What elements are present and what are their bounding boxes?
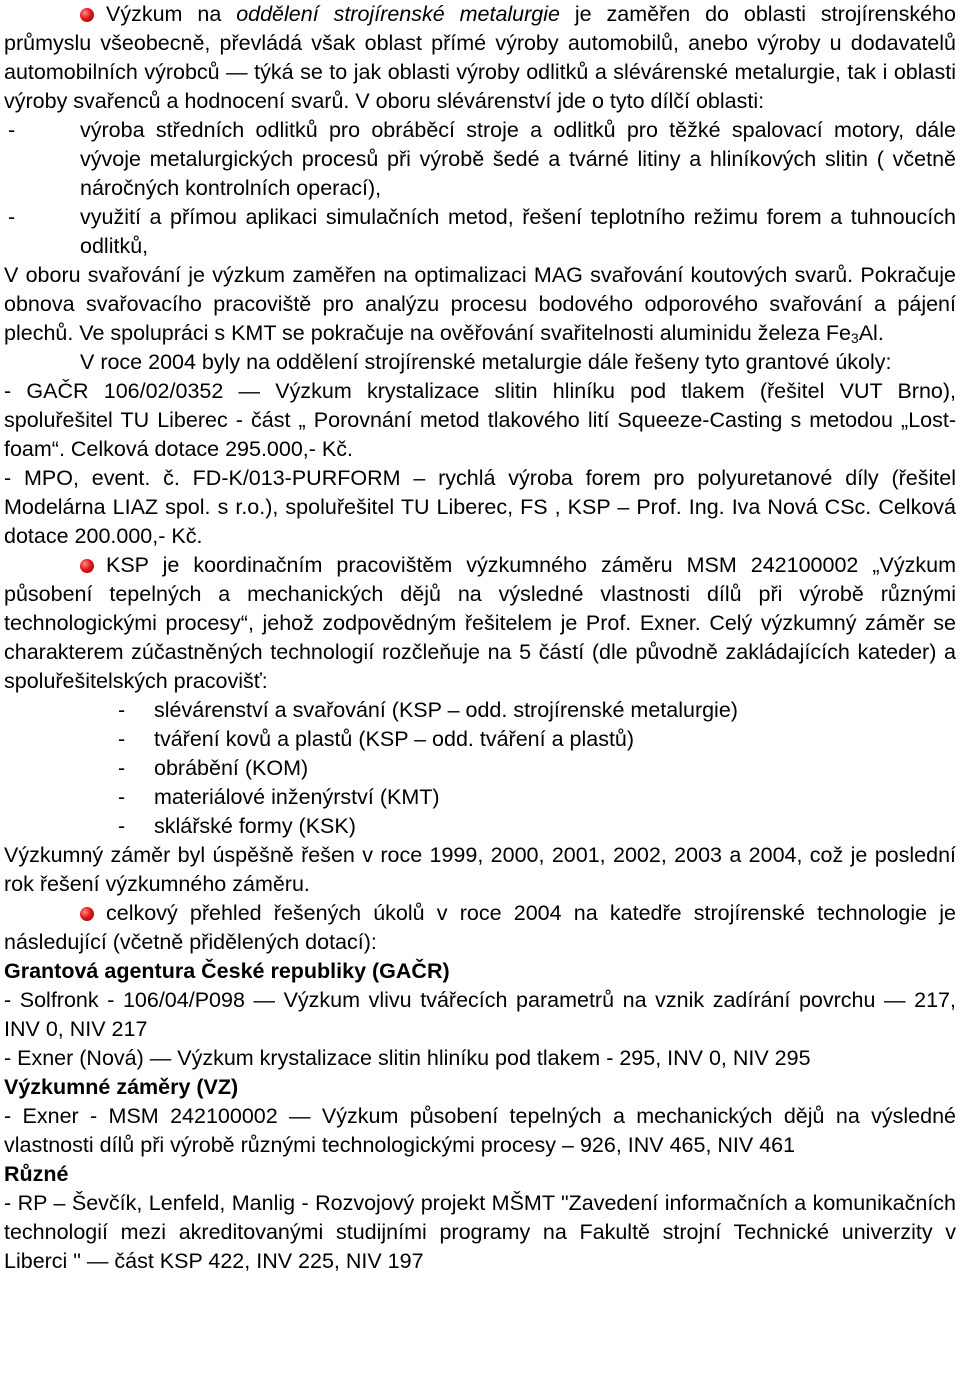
list-item: - tváření kovů a plastů (KSP – odd. tváření a plastů) <box>118 727 635 751</box>
paragraph-grants-2004: V roce 2004 byly na oddělení strojírenské metalurgie dále řešeny tyto grantové úkoly: <box>80 350 892 374</box>
gacr-item: - Exner (Nová) — Výzkum krystalizace slitin hliníku pod tlakem - 295, INV 0, NIV 295 <box>4 1046 811 1070</box>
list-item: - obrábění (KOM) <box>118 756 309 780</box>
research-parts-list <box>4 696 956 841</box>
paragraph-welding: V oboru svařování je výzkum zaměřen na optimalizaci MAG svařování koutových svarů. Pokračuje obnova svařovacího pracoviště pro analýzu procesu bodového odporového svařování a pájení plechů. Ve spolupráci s KMT se pokračuje na ověřování svařitelnosti aluminidu železa $Fe_3Al$. <box>4 263 956 346</box>
list-item: - využití a přímou aplikaci simulačních metod, řešení teplotního režimu forem a tuhnoucích odlitků, <box>8 205 956 258</box>
intro-rest: je zaměřen do oblasti strojírenského průmyslu všeobecně, převládá však oblast přímé výroby automobilů, anebo výroby u dodavatelů automobilních výrobců — týká se to jak oblasti výroby odlitků a slévárenské metalurgie, tak i oblasti výroby svařenců a hodnocení svarů. V oboru slévárenství jde o tyto dílčí oblasti: <box>4 2 956 113</box>
heading-vz: Výzkumné záměry (VZ) <box>4 1075 239 1099</box>
intro-department: oddělení strojírenské metalurgie <box>236 2 560 26</box>
heading-ruzne: Různé <box>4 1162 69 1186</box>
list-item: - výroba středních odlitků pro obráběcí stroje a odlitků pro těžké spalovací motory, dále vývoje metalurgických procesů při výrobě šedé a tvárné litiny a hliníkových slitin ( včetně náročných kontrolních operací), <box>8 118 956 200</box>
gacr-item: - Solfronk - 106/04/P098 — Výzkum vlivu tvářecích parametrů na vznik zadírání povrchu — 217, INV 0, NIV 217 <box>4 988 956 1041</box>
vz-item: - Exner - MSM 242100002 — Výzkum působení tepelných a mechanických dějů na výsledné vlastnosti dílů při výrobě různými technologickými procesy – 926, INV 465, NIV 461 <box>4 1104 956 1157</box>
paragraph-overview: celkový přehled řešených úkolů v roce 2004 na katedře strojírenské technologie je následující (včetně přidělených dotací): <box>4 901 956 954</box>
paragraph-intro <box>4 0 956 116</box>
red-round-bullet-icon <box>80 8 94 22</box>
intro-prefix: Výzkum na <box>106 2 222 26</box>
paragraph-vz-completed: Výzkumný záměr byl úspěšně řešen v roce 1999, 2000, 2001, 2002, 2003 a 2004, což je poslední rok řešení výzkumného záměru. <box>4 843 956 896</box>
foundry-areas-list <box>4 116 956 261</box>
grant-mpo: - MPO, event. č. FD-K/013-PURFORM – rychlá výroba forem pro polyuretanové díly (řešitel Modelárna LIAZ spol. s r.o.), spoluřešitel TU Liberec, FS , KSP – Prof. Ing. Iva Nová CSc. Celková dotace 200.000,- Kč. <box>4 466 956 548</box>
ruzne-item: - RP – Ševčík, Lenfeld, Manlig - Rozvojový projekt MŠMT "Zavedení informačních a komunikačních technologií mezi akreditovanými studijními programy na Fakultě strojní Technické univerzity v Liberci " — část KSP 422, INV 225, NIV 197 <box>4 1191 956 1273</box>
paragraph-ksp: KSP je koordinačním pracovištěm výzkumného záměru MSM 242100002 „Výzkum působení tepelných a mechanických dějů na výsledné vlastnosti dílů při výrobě různými technologickými procesy“, jehož zodpovědným řešitelem je Prof. Exner. Celý výzkumný záměr se charakterem zúčastněných technologií rozčleňuje na 5 částí (dle původně zakládajících kateder) a spoluřešitelských pracovišť: <box>4 553 956 693</box>
list-item: - materiálové inženýrství (KMT) <box>118 785 440 809</box>
heading-gacr: Grantová agentura České republiky (GAČR) <box>4 959 450 983</box>
list-item: - sklářské formy (KSK) <box>118 814 356 838</box>
list-item: - slévárenství a svařování (KSP – odd. strojírenské metalurgie) <box>118 698 738 722</box>
red-round-bullet-icon <box>80 907 94 921</box>
subscript: 3 <box>850 330 859 346</box>
grant-gacr: - GAČR 106/02/0352 — Výzkum krystalizace slitin hliníku pod tlakem (řešitel VUT Brno), spoluřešitel TU Liberec - část „ Porovnání metod tlakového lití Squeeze-Casting s metodou „Lost-foam“. Celková dotace 295.000,- Kč. <box>4 379 956 461</box>
red-round-bullet-icon <box>80 559 94 573</box>
